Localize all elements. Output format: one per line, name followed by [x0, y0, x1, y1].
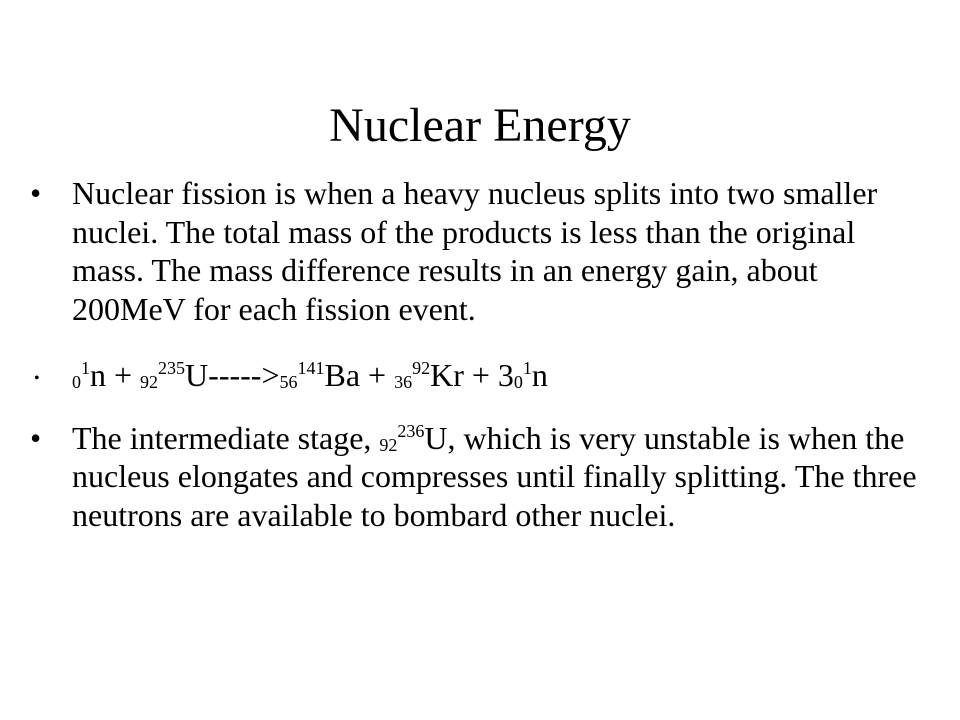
neutron-mass-number: 1	[522, 358, 532, 378]
plus-sign: +	[106, 357, 141, 393]
bullet-fission-definition	[24, 174, 924, 328]
fission-equation	[72, 357, 548, 393]
bullet-dot-icon: •	[30, 175, 42, 211]
uranium-atomic-number: 92	[379, 434, 398, 455]
barium-symbol: Ba	[324, 357, 361, 393]
barium-mass-number: 141	[297, 358, 325, 378]
uranium-mass-number: 236	[397, 420, 425, 441]
bullet-text: Nuclear fission is when a heavy nucleus splits into two smaller nuclei. The total mass of the products is less than the original mass. The mass difference results in an energy gain, about 200MeV for each fission event.	[72, 175, 878, 327]
bullet-dot-icon: •	[34, 370, 40, 387]
plus-sign: +	[360, 357, 395, 393]
uranium-symbol: U	[185, 357, 209, 393]
barium-atomic-number: 56	[279, 372, 298, 392]
bullet-fission-equation	[24, 356, 924, 395]
bullet-list	[24, 174, 924, 534]
text-segment: , which is very unstable is when the nucleus elongates and compresses until finally splitting. The three neutrons are available to bombard other nuclei.	[72, 419, 917, 533]
uranium-atomic-number: 92	[140, 372, 159, 392]
neutron-mass-number: 1	[81, 358, 90, 378]
slide-title: Nuclear Energy	[329, 99, 631, 152]
uranium-mass-number: 235	[158, 358, 186, 378]
neutron-symbol: n	[531, 357, 548, 393]
plus-three: + 3	[463, 357, 514, 393]
uranium-symbol: U	[424, 419, 448, 456]
reaction-arrow: ----->	[208, 357, 280, 393]
bullet-text	[72, 420, 917, 533]
neutron-symbol: n	[90, 357, 106, 393]
krypton-atomic-number: 36	[394, 372, 413, 392]
bullet-intermediate-stage	[24, 419, 924, 535]
krypton-mass-number: 92	[412, 358, 431, 378]
bullet-dot-icon: •	[30, 419, 42, 456]
neutron-atomic-number: 0	[513, 372, 523, 392]
neutron-atomic-number: 0	[72, 372, 81, 392]
krypton-symbol: Kr	[430, 357, 464, 393]
text-segment: The intermediate stage,	[72, 419, 380, 456]
